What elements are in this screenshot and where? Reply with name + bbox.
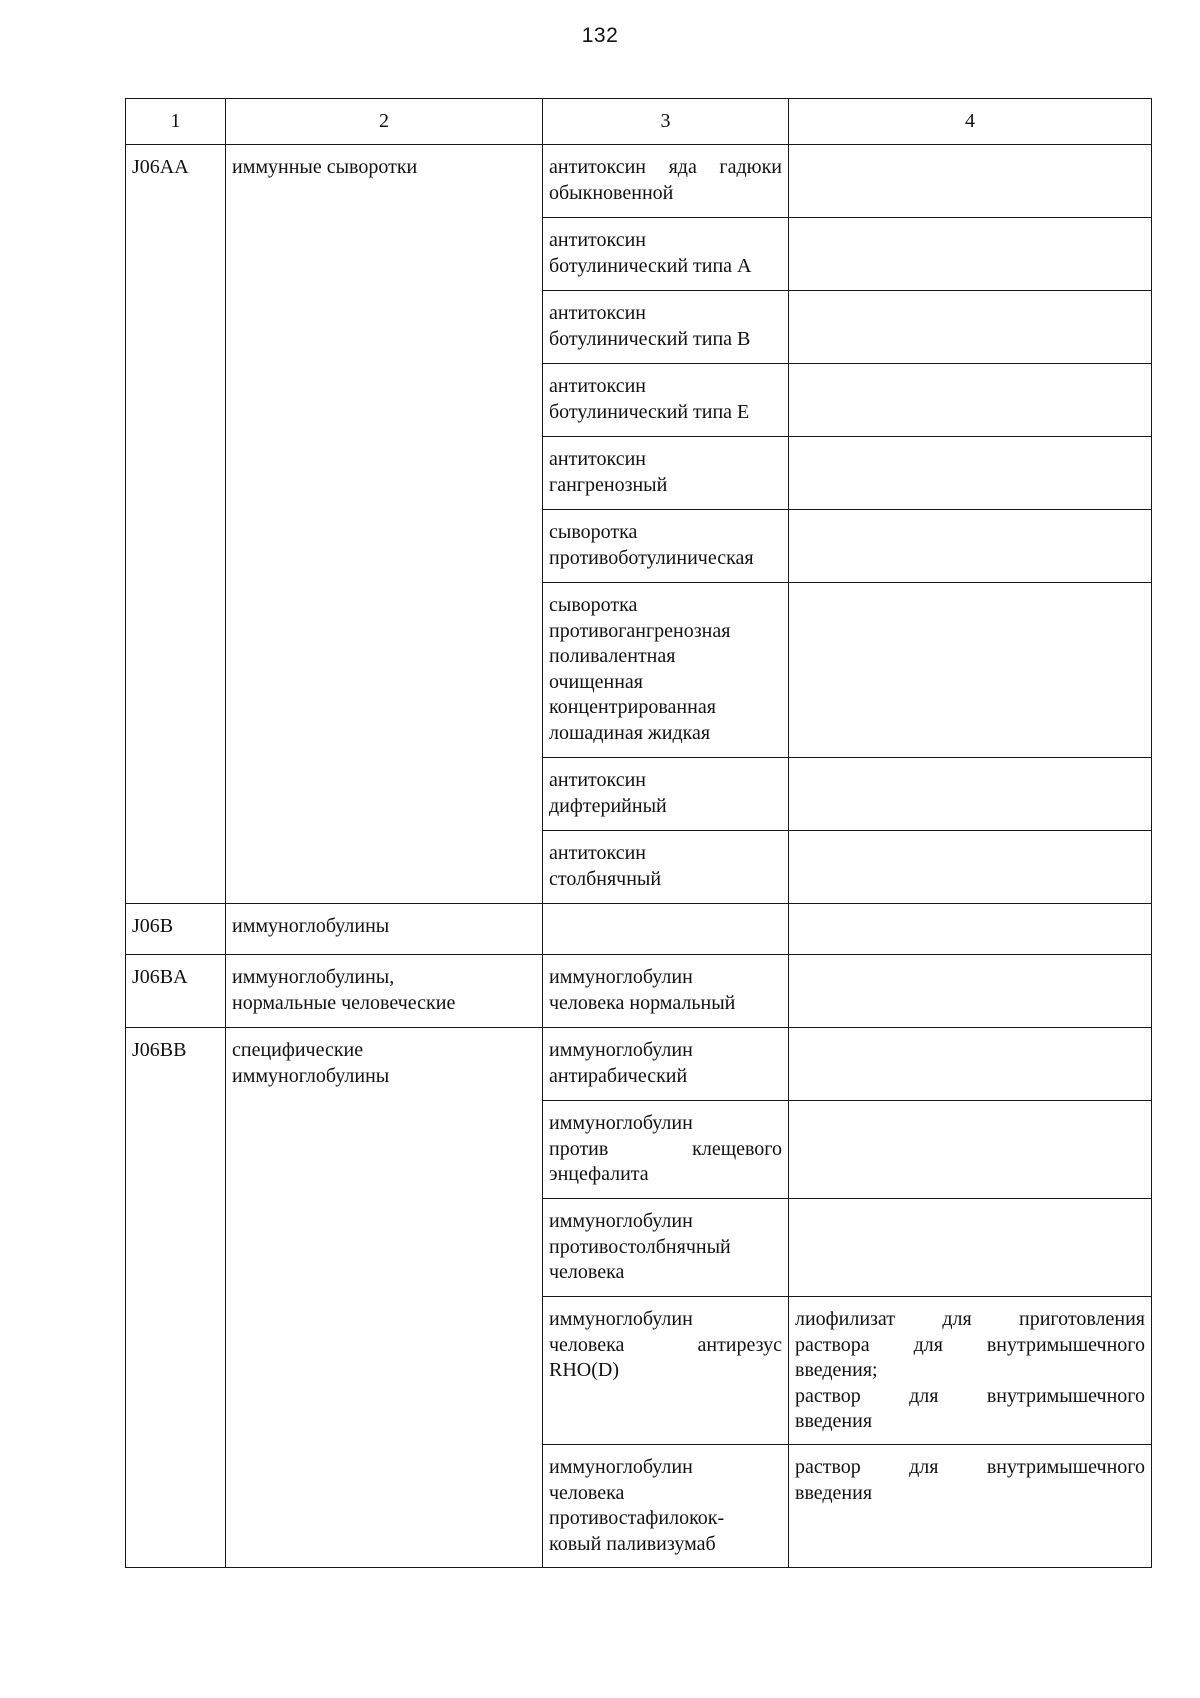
table-row bbox=[126, 955, 1152, 1028]
group-name-cell: иммуноглобулины, нормальные человеческие bbox=[226, 955, 543, 1028]
drug-name-cell: сыворотка противогангренозная поливалентная очищенная концентрированная лошадиная жидкая bbox=[543, 583, 789, 758]
dosage-form-cell bbox=[789, 218, 1152, 291]
column-header-1: 1 bbox=[126, 99, 226, 145]
group-name-cell: иммуноглобулины bbox=[226, 904, 543, 955]
drug-table bbox=[125, 98, 1152, 1568]
group-name-cell: иммунные сыворотки bbox=[226, 145, 543, 904]
drug-name-cell: иммуноглобулин человека антирезус RHO(D) bbox=[543, 1297, 789, 1445]
drug-name-cell: антитоксин ботулинический типа А bbox=[543, 218, 789, 291]
drug-name-cell: антитоксин столбнячный bbox=[543, 831, 789, 904]
table-row bbox=[126, 1028, 1152, 1101]
table-row bbox=[126, 904, 1152, 955]
dosage-form-cell bbox=[789, 364, 1152, 437]
drug-name-cell: антитоксин яда гадюки обыкновенной bbox=[543, 145, 789, 218]
dosage-form-cell bbox=[789, 145, 1152, 218]
header-row bbox=[126, 99, 1152, 145]
dosage-form-cell bbox=[789, 758, 1152, 831]
dosage-form-cell bbox=[789, 437, 1152, 510]
atc-code-cell: J06BA bbox=[126, 955, 226, 1028]
dosage-form-cell bbox=[789, 510, 1152, 583]
column-header-4: 4 bbox=[789, 99, 1152, 145]
drug-name-cell: антитоксин дифтерийный bbox=[543, 758, 789, 831]
group-name-cell: специфические иммуноглобулины bbox=[226, 1028, 543, 1568]
page-number: 132 bbox=[581, 24, 619, 47]
drug-name-cell: иммуноглобулин человека противостафилокок- ковый паливизумаб bbox=[543, 1445, 789, 1568]
dosage-form-cell bbox=[789, 291, 1152, 364]
dosage-form-cell bbox=[789, 1028, 1152, 1101]
drug-name-cell: иммуноглобулин против клещевого энцефалита bbox=[543, 1101, 789, 1199]
dosage-form-cell: лиофилизат для приготовления раствора для внутримышечного введения; раствор для внутримышечного введения bbox=[789, 1297, 1152, 1445]
dosage-form-cell bbox=[789, 583, 1152, 758]
drug-name-cell: иммуноглобулин антирабический bbox=[543, 1028, 789, 1101]
drug-name-cell: иммуноглобулин противостолбнячный человека bbox=[543, 1199, 789, 1297]
table-row bbox=[126, 145, 1152, 218]
atc-code-cell: J06B bbox=[126, 904, 226, 955]
drug-name-cell: иммуноглобулин человека нормальный bbox=[543, 955, 789, 1028]
drug-name-cell: антитоксин ботулинический типа Е bbox=[543, 364, 789, 437]
dosage-form-cell bbox=[789, 831, 1152, 904]
drug-name-cell bbox=[543, 904, 789, 955]
drug-name-cell: антитоксин ботулинический типа В bbox=[543, 291, 789, 364]
dosage-form-cell: раствор для внутримышечного введения bbox=[789, 1445, 1152, 1568]
dosage-form-cell bbox=[789, 904, 1152, 955]
atc-code-cell: J06AA bbox=[126, 145, 226, 904]
dosage-form-cell bbox=[789, 1101, 1152, 1199]
dosage-form-cell bbox=[789, 955, 1152, 1028]
column-header-2: 2 bbox=[226, 99, 543, 145]
column-header-3: 3 bbox=[543, 99, 789, 145]
drug-name-cell: антитоксин гангренозный bbox=[543, 437, 789, 510]
dosage-form-cell bbox=[789, 1199, 1152, 1297]
atc-code-cell: J06BB bbox=[126, 1028, 226, 1568]
drug-name-cell: сыворотка противоботулиническая bbox=[543, 510, 789, 583]
